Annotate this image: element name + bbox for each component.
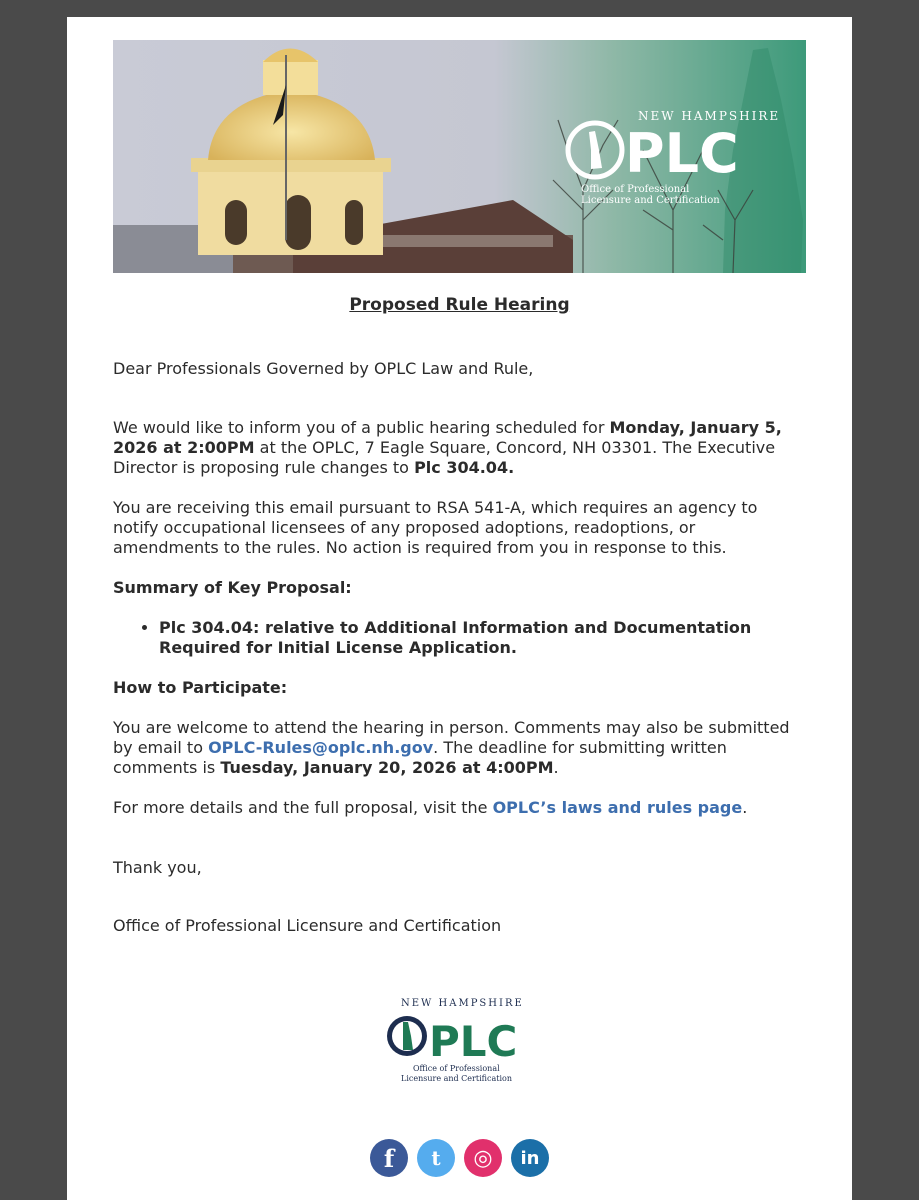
banner-state-text: NEW HAMPSHIRE bbox=[638, 109, 781, 123]
participate-text-a: You are welcome to attend the hearing in person. Comments may also be submitted by email to bbox=[113, 718, 790, 757]
banner-subtitle-line2: Licensure and Certification bbox=[581, 195, 720, 206]
hearing-text-b: at the OPLC, 7 Eagle Square, Concord, NH 03301. The Executive Director is proposing rule changes to bbox=[113, 438, 776, 477]
footer-oplc-logo bbox=[383, 994, 535, 1084]
hearing-paragraph bbox=[113, 418, 806, 478]
banner-subtitle-line1: Office of Professional bbox=[581, 184, 690, 195]
rules-email-link[interactable]: OPLC-Rules@oplc.nh.gov bbox=[208, 738, 434, 757]
summary-list bbox=[113, 618, 806, 658]
footer-brand-text: PLC bbox=[429, 1017, 518, 1066]
statehouse-banner-image bbox=[113, 40, 806, 273]
rsa-paragraph: You are receiving this email pursuant to RSA 541-A, which requires an agency to notify occupational licensees of any proposed adoptions, readoptions, or amendments to the rules. No action is required from you in response to this. bbox=[113, 498, 758, 557]
footer-state-text: NEW HAMPSHIRE bbox=[401, 998, 524, 1009]
participate-paragraph bbox=[113, 718, 806, 778]
details-text-b: . bbox=[742, 798, 748, 817]
summary-heading: Summary of Key Proposal: bbox=[113, 578, 352, 597]
participate-heading: How to Participate: bbox=[113, 678, 288, 697]
twitter-icon[interactable]: t bbox=[417, 1139, 455, 1177]
summary-item: • Plc 304.04: relative to Additional Information and Documentation Required for Initial License Application. bbox=[159, 618, 806, 658]
footer-subtitle-line1: Office of Professional bbox=[413, 1064, 500, 1073]
hearing-date: Monday, January 5, 2026 at 2:00PM bbox=[113, 418, 782, 457]
email-body bbox=[113, 295, 806, 936]
linkedin-icon[interactable]: in bbox=[511, 1139, 549, 1177]
email-title: Proposed Rule Hearing bbox=[349, 295, 570, 315]
details-paragraph bbox=[113, 798, 806, 818]
hearing-text-a: We would like to inform you of a public hearing scheduled for bbox=[113, 418, 610, 437]
instagram-icon[interactable]: ◎ bbox=[464, 1139, 502, 1177]
details-text-a: For more details and the full proposal, visit the bbox=[113, 798, 493, 817]
facebook-icon[interactable]: f bbox=[370, 1139, 408, 1177]
comment-deadline: Tuesday, January 20, 2026 at 4:00PM bbox=[220, 758, 554, 777]
hearing-rule: Plc 304.04. bbox=[414, 458, 515, 477]
thanks-text: Thank you, bbox=[113, 858, 202, 877]
banner-brand-text: PLC bbox=[625, 122, 739, 185]
laws-rules-link[interactable]: OPLC’s laws and rules page bbox=[492, 798, 743, 817]
footer-subtitle-line2: Licensure and Certification bbox=[401, 1074, 512, 1083]
header-banner bbox=[113, 40, 806, 273]
participate-text-b: . The deadline for submitting written comments is bbox=[113, 738, 727, 777]
email-page bbox=[67, 17, 852, 1200]
signature: Office of Professional Licensure and Certification bbox=[113, 916, 502, 935]
greeting: Dear Professionals Governed by OPLC Law and Rule, bbox=[113, 359, 534, 378]
participate-text-c: . bbox=[553, 758, 559, 777]
social-links bbox=[370, 1139, 550, 1179]
